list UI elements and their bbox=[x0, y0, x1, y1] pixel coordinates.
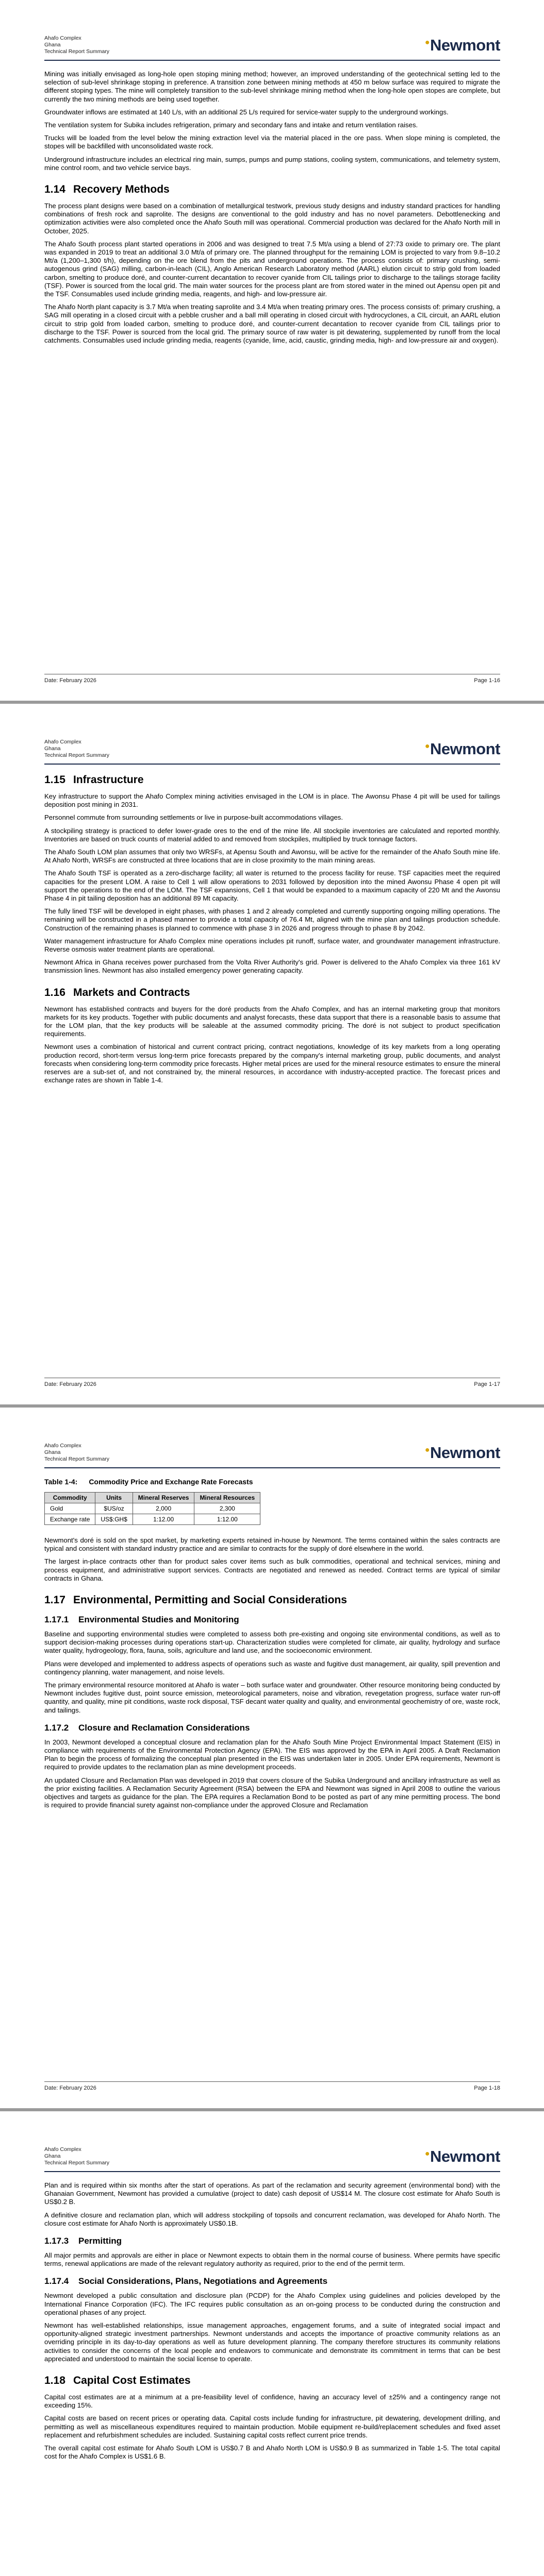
paragraph: Groundwater inflows are estimated at 140 L/s, with an additional 25 L/s required for service-water supply to the underground workings. bbox=[44, 108, 449, 116]
footer-date: Date: February 2026 bbox=[44, 2085, 96, 2091]
paragraph: Key infrastructure to support the Ahafo Complex mining activities envisaged in the LOM is in place. The Awonsu Phase 4 pit will be used for tailings deposition post mining in 2031. bbox=[44, 792, 500, 809]
logo-mark-icon: ● bbox=[424, 1445, 430, 1454]
table-cell: 2,300 bbox=[194, 1503, 260, 1514]
table-header-cell: Mineral Resources bbox=[194, 1493, 260, 1503]
footer-page-number: Page 1-18 bbox=[474, 2085, 500, 2091]
footer-page-number: Page 1-17 bbox=[474, 1381, 500, 1387]
paragraph: Newmont uses a combination of historical and current contract pricing, contract negotiations, knowledge of its key markets from a long operating production record, short-term versus long-term price forecasts prepared by the company's internal marketing group, public documents, and analyst forecasts when considering long-term commodity price forecasts. Higher metal prices are used for the mineral resource estimates to ensure the mineral reserves are a sub-set of, and not constrained by, the mineral resources, in accordance with industry-accepted practice. The forecast prices and exchange rates are shown in Table 1-4. bbox=[44, 1043, 500, 1084]
table-cell: 1:12.00 bbox=[133, 1514, 194, 1525]
paragraph: In 2003, Newmont developed a conceptual closure and reclamation plan for the Ahafo South Mine Project Environmental Impact Statement (EIS) in compliance with requirements of the Environmental Protection Agency (EPA). The EIS was approved by the EPA in April 2005. A Draft Reclamation Plan to begin the process of formalizing the conceptual plan presented in the EIS was undertaken later in 2005. Under EPA requirements, Newmont is required to provide updates to the reclamation plan as mine development proceeds. bbox=[44, 1738, 500, 1771]
header-company: Ahafo Complex bbox=[44, 2146, 81, 2153]
newmont-logo: ●Newmont bbox=[424, 2147, 500, 2165]
page-body bbox=[44, 2181, 500, 2461]
page-body bbox=[44, 70, 500, 345]
paragraph: Newmont developed a public consultation and disclosure plan (PCDP) for the Ahafo Complex using guidelines and policies developed by the International Finance Corporation (IFC). The IFC requires public consultation as an on-going process to be conducted during the construction and operational phases of any project. bbox=[44, 2292, 500, 2316]
header-country: Ghana bbox=[44, 745, 61, 752]
paragraph: Newmont's doré is sold on the spot market, by marketing experts retained in-house by Newmont. The terms contained within the sales contracts are typical and consistent with standard industry practice and are similar to contracts for the supply of doré elsewhere in the world. bbox=[44, 1536, 500, 1553]
header-doc-title: Technical Report Summary bbox=[44, 752, 110, 758]
page-body bbox=[44, 1478, 500, 1809]
logo-mark-icon: ● bbox=[424, 38, 430, 47]
table-row bbox=[45, 1503, 260, 1514]
page-header bbox=[44, 739, 500, 757]
logo-mark-icon: ● bbox=[424, 741, 430, 751]
subsection-heading-closure: 1.17.2 Closure and Reclamation Considerations bbox=[44, 1722, 250, 1733]
header-rule bbox=[44, 1467, 500, 1468]
header-company: Ahafo Complex bbox=[44, 1443, 81, 1449]
header-doc-title: Technical Report Summary bbox=[44, 1456, 110, 1462]
paragraph: Plans were developed and implemented to address aspects of operations such as waste and fugitive dust management, air quality, spill prevention and contingency planning, water management, and noise levels. bbox=[44, 1659, 500, 1676]
table-header-cell: Commodity bbox=[45, 1493, 95, 1503]
page-footer bbox=[44, 1378, 500, 1387]
table-cell: US$:GH$ bbox=[95, 1514, 133, 1525]
paragraph: An updated Closure and Reclamation Plan was developed in 2019 that covers closure of the Subika Underground and ancillary infrastructure as well as the prior existing facilities. A Reclamation Security Agreement (RSA) between the EPA and Newmont was signed in April 2008 to outline the various objectives and targets as guidance for the plan. The EPA requires a Reclamation Bond to be posted as part of any mine permitting process. The bond is required to provide financial surety against non-compliance under the approved Closure and Reclamation bbox=[44, 1776, 500, 1809]
header-rule bbox=[44, 2171, 500, 2172]
paragraph: The overall capital cost estimate for Ahafo South LOM is US$0.7 B and Ahafo North LOM is US$0.9 B as summarized in Table 1-5. The total capital cost for the Ahafo Complex is US$1.6 B. bbox=[44, 2444, 500, 2461]
table-header-row bbox=[45, 1493, 260, 1503]
header-country: Ghana bbox=[44, 2153, 61, 2159]
paragraph: The fully lined TSF will be developed in eight phases, with phases 1 and 2 already completed and currently supporting ongoing milling operations. The remaining will be constructed in a phased manner to provide a total capacity of 76.4 Mt, aligned with the mine plan and tailings production schedule. Construction of the remaining phases is planned to commence with phase 3 in 2026 and progress through to phase 8 by 2042. bbox=[44, 907, 500, 932]
table-caption: Table 1-4: Commodity Price and Exchange Rate Forecasts bbox=[44, 1478, 253, 1486]
commodity-price-table bbox=[44, 1492, 260, 1525]
newmont-logo: ●Newmont bbox=[424, 1444, 500, 1462]
page-footer bbox=[44, 674, 500, 684]
section-heading-recovery-methods: 1.14 Recovery Methods bbox=[44, 183, 170, 196]
header-country: Ghana bbox=[44, 42, 61, 48]
table-cell: 1:12.00 bbox=[194, 1514, 260, 1525]
footer-date: Date: February 2026 bbox=[44, 677, 96, 684]
subsection-heading-permitting: 1.17.3 Permitting bbox=[44, 2236, 122, 2246]
paragraph: Newmont has well-established relationships, issue management approaches, engagement forums, and a suite of integrated social impact and opportunity-aligned strategic investment partnerships. Newmont understands and accepts the importance of proactive community relations as an overriding principle in its day-to-day operations as well as future development planning. The company therefore structures its community relations activities to consider the concerns of the local people and endeavors to communicate and demonstrate its commitment in terms that can be best appreciated and understood to maintain the social license to operate. bbox=[44, 2321, 500, 2363]
newmont-logo: ●Newmont bbox=[424, 36, 500, 54]
paragraph: The primary environmental resource monitored at Ahafo is water – both surface water and groundwater. Other resource monitoring being conducted by Newmont includes fugitive dust, point source emission, meteorological parameters, noise and vibration, revegetation progress, surface water run-off quantity, and quality, mine pit conditions, waste rock disposal, TSF decant water quality and quality, and environmental geochemistry of ore, waste rock, and tailings. bbox=[44, 1681, 500, 1714]
report-page-4 bbox=[0, 2111, 544, 2576]
page-header bbox=[44, 1443, 500, 1461]
paragraph: A stockpiling strategy is practiced to defer lower-grade ores to the end of the mine life. All stockpile inventories are calculated and reported monthly. Inventories are based on truck counts of material added to and removed from stockpiles, multiplied by truck tonnage factors. bbox=[44, 826, 500, 843]
paragraph: Underground infrastructure includes an electrical ring main, sumps, pumps and pump stations, cooling system, communications, and telemetry system, mine control room, and two vehicle service bays. bbox=[44, 155, 500, 172]
paragraph: Capital costs are based on recent prices or operating data. Capital costs include funding for infrastructure, pit dewatering, development drilling, and permitting as well as miscellaneous expenditures required to maintain production. Mobile equipment re-build/replacement schedules and fixed asset replacement and refurbishment schedules are included. Sustaining capital costs reflect current price trends. bbox=[44, 2414, 500, 2439]
section-heading-environmental: 1.17 Environmental, Permitting and Social Considerations bbox=[44, 1594, 347, 1606]
paragraph: A definitive closure and reclamation plan, which will address stockpiling of topsoils and concurrent reclamation, was developed for Ahafo North. The closure cost estimate for Ahafo North is approximately US$0.1B. bbox=[44, 2211, 500, 2227]
footer-page-number: Page 1-16 bbox=[474, 677, 500, 684]
report-page-3 bbox=[0, 1408, 544, 2108]
paragraph: The ventilation system for Subika includes refrigeration, primary and secondary fans and intake and return ventilation raises. bbox=[44, 121, 418, 129]
header-company: Ahafo Complex bbox=[44, 35, 81, 41]
section-heading-capital-cost: 1.18 Capital Cost Estimates bbox=[44, 2375, 191, 2387]
section-heading-infrastructure: 1.15 Infrastructure bbox=[44, 774, 144, 786]
table-cell: $US/oz bbox=[95, 1503, 133, 1514]
table-cell: Exchange rate bbox=[45, 1514, 95, 1525]
header-company: Ahafo Complex bbox=[44, 739, 81, 745]
paragraph: The Ahafo South TSF is operated as a zero-discharge facility; all water is returned to the process facility for reuse. TSF capacities meet the required capacities for the present LOM. A raise to Cell 1 will allow operations to 2031 followed by deposition into the mined Awonsu Phase 4 open pit will support the operations to the end of the LOM. The TSF expansions, Cell 1 that would be expanded to a maximum capacity of 220 Mt and the Awonsu Phase 4 in pit tailing deposition has an additional 89 Mt capacity. bbox=[44, 869, 500, 903]
paragraph: Newmont Africa in Ghana receives power purchased from the Volta River Authority's grid. Power is delivered to the Ahafo Complex via three 161 kV transmission lines. Newmont has also installed emergency power generating capacity. bbox=[44, 958, 500, 975]
page-body bbox=[44, 774, 500, 1084]
table-row bbox=[45, 1514, 260, 1525]
table-header-cell: Mineral Reserves bbox=[133, 1493, 194, 1503]
section-heading-markets-contracts: 1.16 Markets and Contracts bbox=[44, 986, 190, 998]
report-page-2 bbox=[0, 704, 544, 1404]
footer-date: Date: February 2026 bbox=[44, 1381, 96, 1387]
page-footer bbox=[44, 2081, 500, 2091]
header-doc-title: Technical Report Summary bbox=[44, 48, 110, 55]
paragraph: The Ahafo North plant capacity is 3.7 Mt/a when treating saprolite and 3.4 Mt/a when treating primary ores. The process consists of: primary crushing, a SAG mill operating in a closed circuit with a pebble crusher and a ball mill operating in closed circuit with hydrocyclones, a CIL circuit, an AARL elution circuit to strip gold from loaded carbon, smelting to produce doré, and counter-current decantation to recover cyanide from CIL tailings prior to discharge to the TSF. Power is sourced from the local grid. The primary source of raw water is pit dewatering, supplemented by runoff from the local catchments. Consumables used include grinding media, reagents (cyanide, lime, acid, caustic, grinding media, high- and low-pressure air and oxygen). bbox=[44, 303, 500, 345]
table-cell: Gold bbox=[45, 1503, 95, 1514]
paragraph: Baseline and supporting environmental studies were completed to assess both pre-existing and ongoing site environmental conditions, as well as to support decision-making processes during operations start-up. Characterization studies were completed for climate, air quality, hydrology and surface water quality, hydrogeology, flora, fauna, soils, agriculture and land use, and the socioeconomic environment. bbox=[44, 1630, 500, 1655]
page-header bbox=[44, 2146, 500, 2165]
subsection-heading-env-studies: 1.17.1 Environmental Studies and Monitoring bbox=[44, 1615, 239, 1625]
paragraph: Capital cost estimates are at a minimum at a pre-feasibility level of confidence, having an accuracy level of ±25% and a contingency range not exceeding 15%. bbox=[44, 2393, 500, 2410]
paragraph: The Ahafo South LOM plan assumes that only two WRSFs, at Apensu South and Awonsu, will be active for the remainder of the Ahafo South mine life. At Ahafo North, WRSFs are constructed at three locations that are in close proximity to the main mining areas. bbox=[44, 848, 500, 865]
paragraph: All major permits and approvals are either in place or Newmont expects to obtain them in the normal course of business. Where permits have specific terms, renewal applications are made of the relevant regulatory authority as required, prior to the end of the permit term. bbox=[44, 2251, 500, 2268]
paragraph: The Ahafo South process plant started operations in 2006 and was designed to treat 7.5 Mt/a using a blend of 27:73 oxide to primary ore. The plant was expanded in 2019 to treat an additional 3.0 Mt/a of primary ore. The planned throughput for the remaining LOM is projected to vary from 9.8–10.2 Mt/a (1,200–1,300 t/h), depending on the ore blend from the pits and underground operations. The process consists of: primary crushing, semi-autogenous grind (SAG) milling, carbon-in-leach (CIL), Anglo American Research Laboratory method (AARL) elution circuit to strip gold from loaded carbon, smelting to produce doré, and counter-current decantation to recover cyanide from CIL tailings prior to discharge to the tailings storage facility (TSF). Power is sourced from the local grid. The main water sources for the process plant are from stored water in the mined out Apensu open pit and the TSF. Consumables used include grinding media, reagents, and high- and low-pressure air. bbox=[44, 240, 500, 298]
header-doc-title: Technical Report Summary bbox=[44, 2160, 110, 2166]
paragraph: Plan and is required within six months after the start of operations. As part of the reclamation and security agreement (environmental bond) with the Ghanaian Government, Newmont has provided a cumulative (project to date) cash deposit of US$14 M. The closure cost estimate for Ahafo South is US$0.2 B. bbox=[44, 2181, 500, 2206]
paragraph: The process plant designs were based on a combination of metallurgical testwork, previous study designs and industry standard practices for handling combinations of fresh rock and saprolite. The designs are conventional to the gold industry and has no novel parameters. Debottlenecking and optimization activities were also completed once the Ahafo South mill was operational. Commercial production was declared for the Ahafo North mill in October, 2025. bbox=[44, 202, 500, 235]
header-rule bbox=[44, 764, 500, 765]
paragraph: Trucks will be loaded from the level below the mining extraction level via the material placed in the ore pass. When slope mining is completed, the stopes will be backfilled with unconsolidated waste rock. bbox=[44, 134, 500, 150]
newmont-logo: ●Newmont bbox=[424, 740, 500, 758]
paragraph: Water management infrastructure for Ahafo Complex mine operations includes pit runoff, surface water, and groundwater management infrastructure. Reverse osmosis water treatment plants are operational. bbox=[44, 937, 500, 954]
paragraph: The largest in-place contracts other than for product sales cover items such as bulk commodities, operational and technical services, mining and process equipment, and administrative support services. Contracts are negotiated and renewed as needed. Contract terms are typical of similar contracts in Ghana. bbox=[44, 1557, 500, 1582]
page-header bbox=[44, 35, 500, 54]
paragraph: Mining was initially envisaged as long-hole open stoping mining method; however, an improved understanding of the geotechnical setting led to the selection of sub-level shrinkage stoping in preference. A transition zone between mining methods at 450 m below surface was required to migrate the different stoping types. The mine will completely transition to the sub-level shrinkage mining method when the long-hole open stopes are complete, but currently the two mining methods are being used together. bbox=[44, 70, 500, 103]
paragraph: Personnel commute from surrounding settlements or live in purpose-built accommodations villages. bbox=[44, 814, 343, 822]
subsection-heading-social: 1.17.4 Social Considerations, Plans, Negotiations and Agreements bbox=[44, 2276, 328, 2286]
report-page-1 bbox=[0, 0, 544, 701]
header-country: Ghana bbox=[44, 1449, 61, 1455]
paragraph: Newmont has established contracts and buyers for the doré products from the Ahafo Complex, and has an internal marketing group that monitors markets for its key products. Together with public documents and analyst forecasts, these data support that there is a reasonable basis to assume that for the LOM plan, that the key products will be saleable at the assumed commodity pricing. The doré is not subject to product specification requirements. bbox=[44, 1005, 500, 1038]
header-rule bbox=[44, 60, 500, 61]
table-cell: 2,000 bbox=[133, 1503, 194, 1514]
logo-mark-icon: ● bbox=[424, 2149, 430, 2158]
table-header-cell: Units bbox=[95, 1493, 133, 1503]
